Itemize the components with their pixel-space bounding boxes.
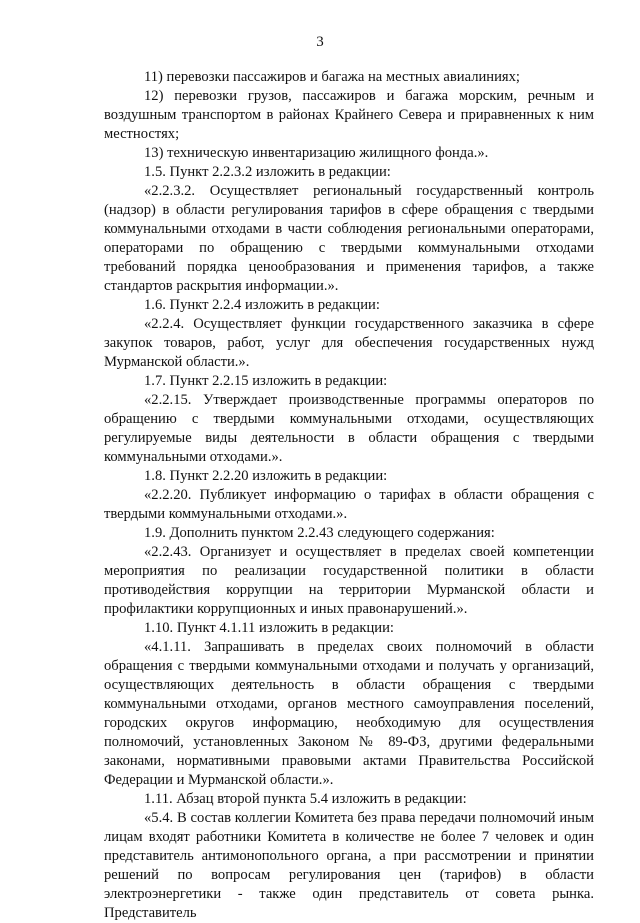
paragraph-item-12: 12) перевозки грузов, пассажиров и багажа морским, речным и воздушным транспортом в районах Крайнего Севера и приравненных к ним местностях; bbox=[104, 88, 594, 142]
paragraph-item-13: 13) техническую инвентаризацию жилищного фонда.». bbox=[144, 145, 489, 161]
paragraph-quote-4-1-11: «4.1.11. Запрашивать в пределах своих полномочий в области обращения с твердыми коммунальными отходами и получать у организаций, осуществляющих деятельность в области обращения с твердыми коммунальными отходами, органов местного самоуправления поселений, городских округов информацию, необходимую для осуществления полномочий, установленных Законом № 89-ФЗ, другими федеральными законами, нормативными правовыми актами Правительства Российской Федерации и Мурманской области.». bbox=[104, 639, 594, 788]
paragraph-quote-2-2-43: «2.2.43. Организует и осуществляет в пределах своей компетенции мероприятия по реализации государственной политики в области противодействия коррупции на территории Мурманской области и профилактики коррупционных и иных правонарушений.». bbox=[104, 544, 594, 617]
paragraph-clause-1-8: 1.8. Пункт 2.2.20 изложить в редакции: bbox=[144, 468, 388, 484]
paragraph-clause-1-7: 1.7. Пункт 2.2.15 изложить в редакции: bbox=[144, 373, 388, 389]
document-body bbox=[104, 68, 594, 923]
paragraph-clause-1-11: 1.11. Абзац второй пункта 5.4 изложить в редакции: bbox=[144, 791, 467, 807]
paragraph-quote-5-4: «5.4. В состав коллегии Комитета без права передачи полномочий иным лицам входят работники Комитета в количестве не более 7 человек и один представитель антимонопольного органа, а при рассмотрении и принятии решений по вопросам регулирования цен (тарифов) в области электроэнергетики - также один представитель от совета рынка. Представитель bbox=[104, 810, 594, 921]
paragraph-quote-2-2-3-2: «2.2.3.2. Осуществляет региональный государственный контроль (надзор) в области регулирования тарифов в сфере обращения с твердыми коммунальными отходами в части соблюдения региональными операторами, операторами по обращению с твердыми коммунальными отходами требований порядка ценообразования и применения тарифов, а также стандартов раскрытия информации.». bbox=[104, 183, 594, 294]
paragraph-quote-2-2-20: «2.2.20. Публикует информацию о тарифах в области обращения с твердыми коммунальными отходами.». bbox=[104, 487, 594, 522]
paragraph-clause-1-5: 1.5. Пункт 2.2.3.2 изложить в редакции: bbox=[144, 164, 391, 180]
paragraph-clause-1-6: 1.6. Пункт 2.2.4 изложить в редакции: bbox=[144, 297, 380, 313]
paragraph-clause-1-9: 1.9. Дополнить пунктом 2.2.43 следующего содержания: bbox=[144, 525, 495, 541]
paragraph-quote-2-2-4: «2.2.4. Осуществляет функции государственного заказчика в сфере закупок товаров, работ, услуг для обеспечения государственных нужд Мурманской области.». bbox=[104, 316, 594, 370]
paragraph-item-11: 11) перевозки пассажиров и багажа на местных авиалиниях; bbox=[144, 69, 520, 85]
paragraph-quote-2-2-15: «2.2.15. Утверждает производственные программы операторов по обращению с твердыми коммунальными отходами, осуществляющих регулируемые виды деятельности в области обращения с твердыми коммунальными отходами.». bbox=[104, 392, 594, 465]
paragraph-clause-1-10: 1.10. Пункт 4.1.11 изложить в редакции: bbox=[144, 620, 394, 636]
page-number: 3 bbox=[316, 34, 324, 50]
